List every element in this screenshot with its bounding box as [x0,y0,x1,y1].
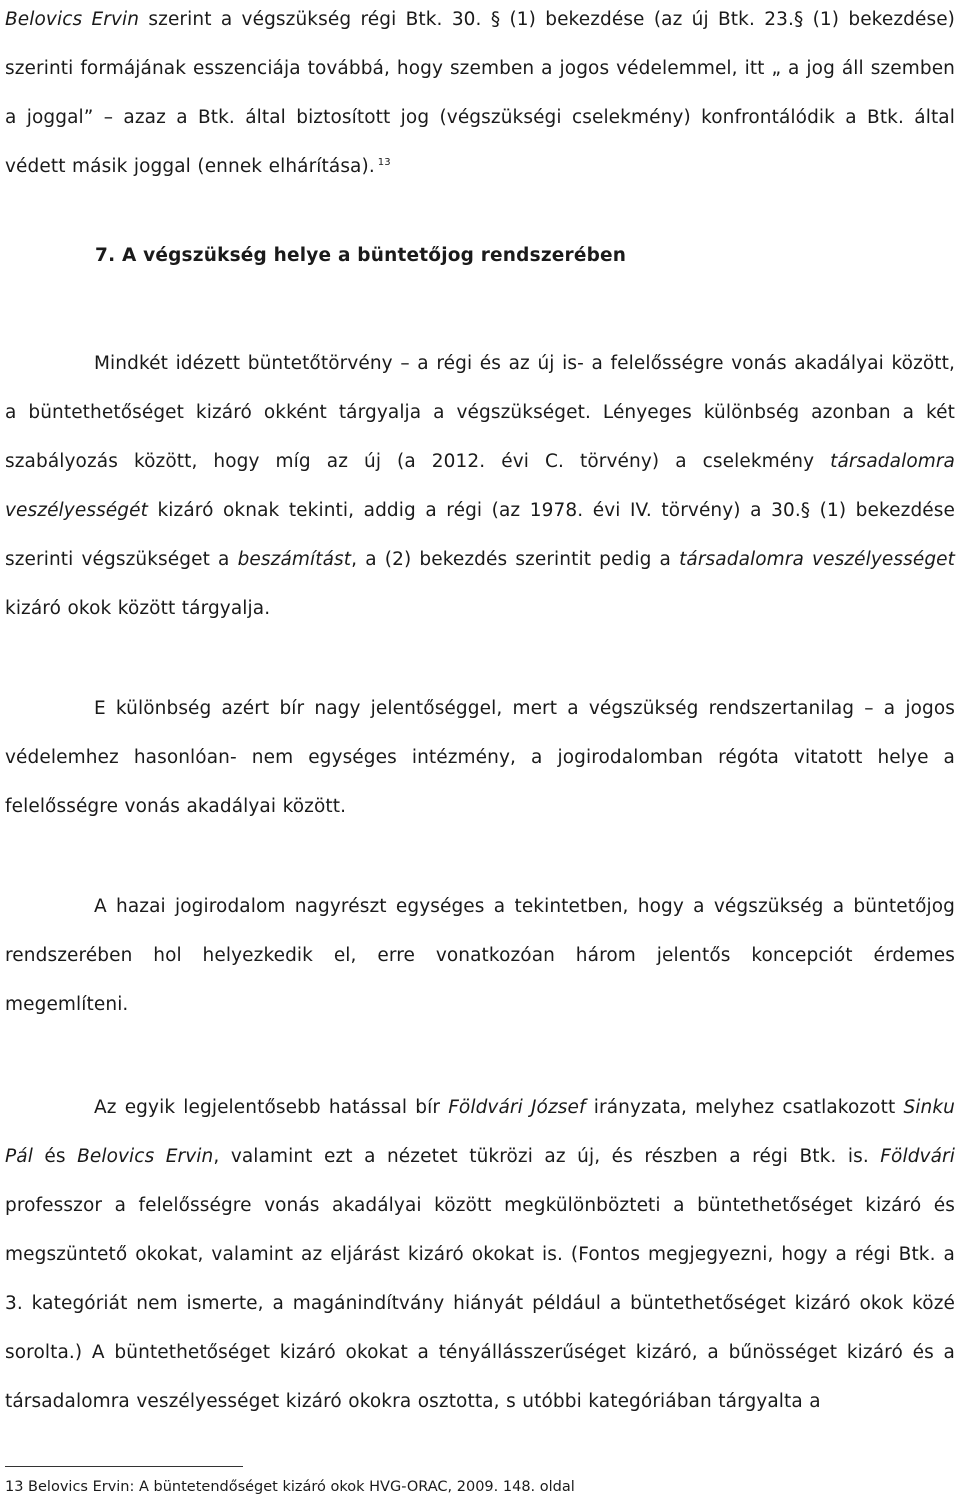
paragraph-1: Mindkét idézett büntetőtörvény – a régi és az új is- a felelősségre vonás akadályai között, a büntethetőséget kizáró okként tárgyalja a végszükséget. Lényeges különbség azonban a két szabályozás között, hogy míg az új (a 2012. évi C. törvény) a cselekmény társadalomra veszélyességét kizáró oknak tekinti, addig a régi (az 1978. évi IV. törvény) a 30.§ (1) bekezdése szerinti végszükséget a beszámítást, a (2) bekezdés szerintit pedig a társadalomra veszélyességet kizáró okok között tárgyalja. [5,353,956,619]
paragraph-3: A hazai jogirodalom nagyrészt egységes a tekintetben, hogy a végszükség a büntetőjog rendszerében hol helyezkedik el, erre vonatkozóan három jelentős koncepciót érdemes megemlíteni. [5,896,955,1015]
footnote-ref[interactable]: 13 [377,157,391,168]
footnote-divider [5,1466,243,1467]
section-heading: 7. A végszükség helye a büntetőjog rendszerében [95,245,627,266]
author-name: Belovics Ervin [5,9,140,30]
paragraph-4: Az egyik legjelentősebb hatással bír Földvári József irányzata, melyhez csatlakozott Sinku Pál és Belovics Ervin, valamint ezt a nézetet tükrözi az új, és részben a régi Btk. is. Földvári professzor a felelősségre vonás akadályai között megkülönbözteti a büntethetőséget kizáró és megszüntető okokat, valamint az eljárást kizáró okokat is. (Fontos megjegyezni, hogy a régi Btk. a 3. kategóriát nem ismerte, a magánindítvány hiányát például a büntethetőséget kizáró okok közé sorolta.) A büntethetőséget kizáró okokat a tényállásszerűséget kizáró, a bűnösséget kizáró és a társadalomra veszélyességet kizáró okokra osztotta, s utóbbi kategóriában tárgyalta a [5,1097,955,1412]
paragraph-2: E különbség azért bír nagy jelentőséggel, mert a végszükség rendszertanilag – a jogos védelemhez hasonlóan- nem egységes intézmény, a jogirodalomban régóta vitatott helye a felelősségre vonás akadályai között. [5,698,955,817]
paragraph-intro: Belovics Ervin szerint a végszükség régi Btk. 30. § (1) bekezdése (az új Btk. 23.§ (1) bekezdése) szerinti formájának esszenciája továbbá, hogy szemben a jogos védelemmel, itt „ a jog áll szemben a joggal” – azaz a Btk. által biztosított jog (végszükségi cselekmény) konfrontálódik a Btk. által védett másik joggal (ennek elhárítása). $^{13}$ [5,9,955,177]
footnote-text: 13 Belovics Ervin: A büntetendőséget kizáró okok HVG-ORAC, 2009. 148. oldal [5,1479,575,1495]
